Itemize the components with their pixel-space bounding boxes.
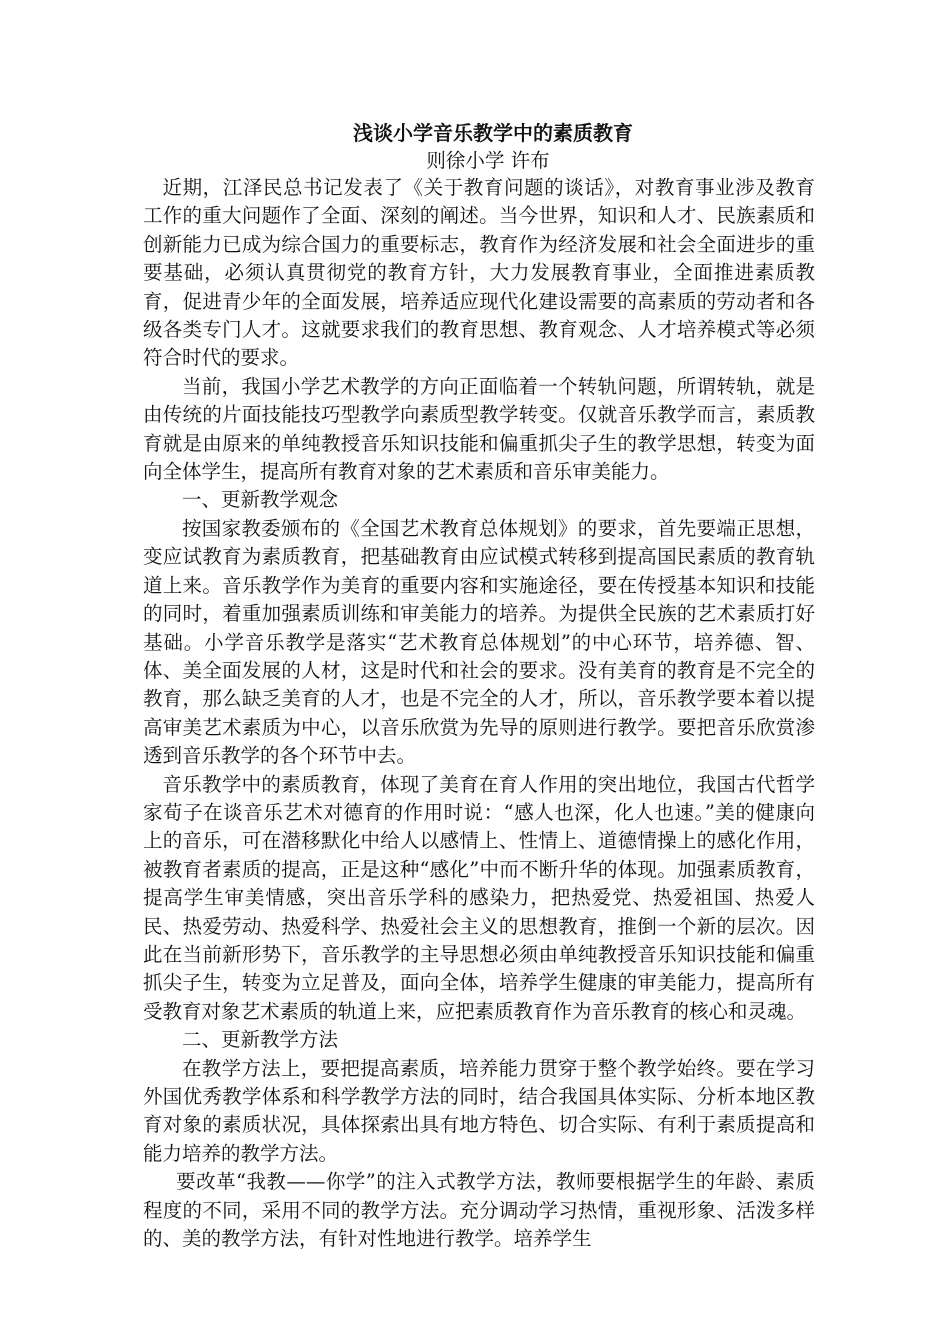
- document-author: 则徐小学 许布: [426, 149, 550, 172]
- paragraph-section-2a: 在教学方法上，要把提高素质，培养能力贯穿于整个教学始终。要在学习外国优秀教学体系和科学教学方法的同时，结合我国具体实际、分析本地区教育对象的素质状况，具体探索出具有地方特色、切合实际、有利于素质提高和能力培养的教学方法。: [143, 1056, 815, 1165]
- paragraph-section-2b: 要改革“我教——你学”的注入式教学方法，教师要根据学生的年龄、素质程度的不同，采用不同的教学方法。充分调动学习热情，重视形象、活泼多样的、美的教学方法，有针对性地进行教学。培养学生: [143, 1170, 815, 1251]
- section-heading-1: 一、更新教学观念: [182, 488, 339, 512]
- section-heading-2: 二、更新教学方法: [182, 1028, 339, 1052]
- paragraph-section-1b: 音乐教学中的素质教育，体现了美育在育人作用的突出地位，我国古代哲学家荀子在谈音乐艺术对德育的作用时说：“感人也深，化人也速。”美的健康向上的音乐，可在潜移默化中给人以感情上、性情上、道德情操上的感化作用，被教育者素质的提高，正是这种“感化”中而不断升华的体现。加强素质教育，提高学生审美情感，突出音乐学科的感染力，把热爱党、热爱祖国、热爱人民、热爱劳动、热爱科学、热爱社会主义的思想教育，推倒一个新的层次。因此在当前新形势下，音乐教学的主导思想必须由单纯教授音乐知识技能和偏重抓尖子生，转变为立足普及，面向全体，培养学生健康的审美能力，提高所有受教育对象艺术素质的轨道上来，应把素质教育作为音乐教育的核心和灵魂。: [143, 772, 815, 1023]
- document-title: 浅谈小学音乐教学中的素质教育: [353, 121, 633, 145]
- paragraph-section-1a: 按国家教委颁布的《全国艺术教育总体规划》的要求，首先要端正思想，变应试教育为素质教育，把基础教育由应试模式转移到提高国民素质的教育轨道上来。音乐教学作为美育的重要内容和实施途径，要在传授基本知识和技能的同时，着重加强素质训练和审美能力的培养。为提供全民族的艺术素质打好基础。小学音乐教学是落实“艺术教育总体规划”的中心环节，培养德、智、体、美全面发展的人材，这是时代和社会的要求。没有美育的教育是不完全的教育，那么缺乏美育的人才，也是不完全的人才，所以，音乐教学要本着以提高审美艺术素质为中心，以音乐欣赏为先导的原则进行教学。要把音乐欣赏渗透到音乐教学的各个环节中去。: [143, 516, 815, 768]
- document-page: [143, 118, 815, 1253]
- paragraph-intro: 近期，江泽民总书记发表了《关于教育问题的谈话》，对教育事业涉及教育工作的重大问题作了全面、深刻的阐述。当今世界，知识和人才、民族素质和创新能力已成为综合国力的重要标志，教育作为经济发展和社会全面进步的重要基础，必须认真贯彻党的教育方针，大力发展教育事业，全面推进素质教育，促进青少年的全面发展，培养适应现代化建设需要的高素质的劳动者和各级各类专门人才。这就要求我们的教育思想、教育观念、人才培养模式等必须符合时代的要求。: [143, 176, 815, 370]
- paragraph-transition: 当前，我国小学艺术教学的方向正面临着一个转轨问题，所谓转轨，就是由传统的片面技能技巧型教学向素质型教学转变。仅就音乐教学而言，素质教育就是由原来的单纯教授音乐知识技能和偏重抓尖子生的教学思想，转变为面向全体学生，提高所有教育对象的艺术素质和音乐审美能力。: [143, 374, 815, 484]
